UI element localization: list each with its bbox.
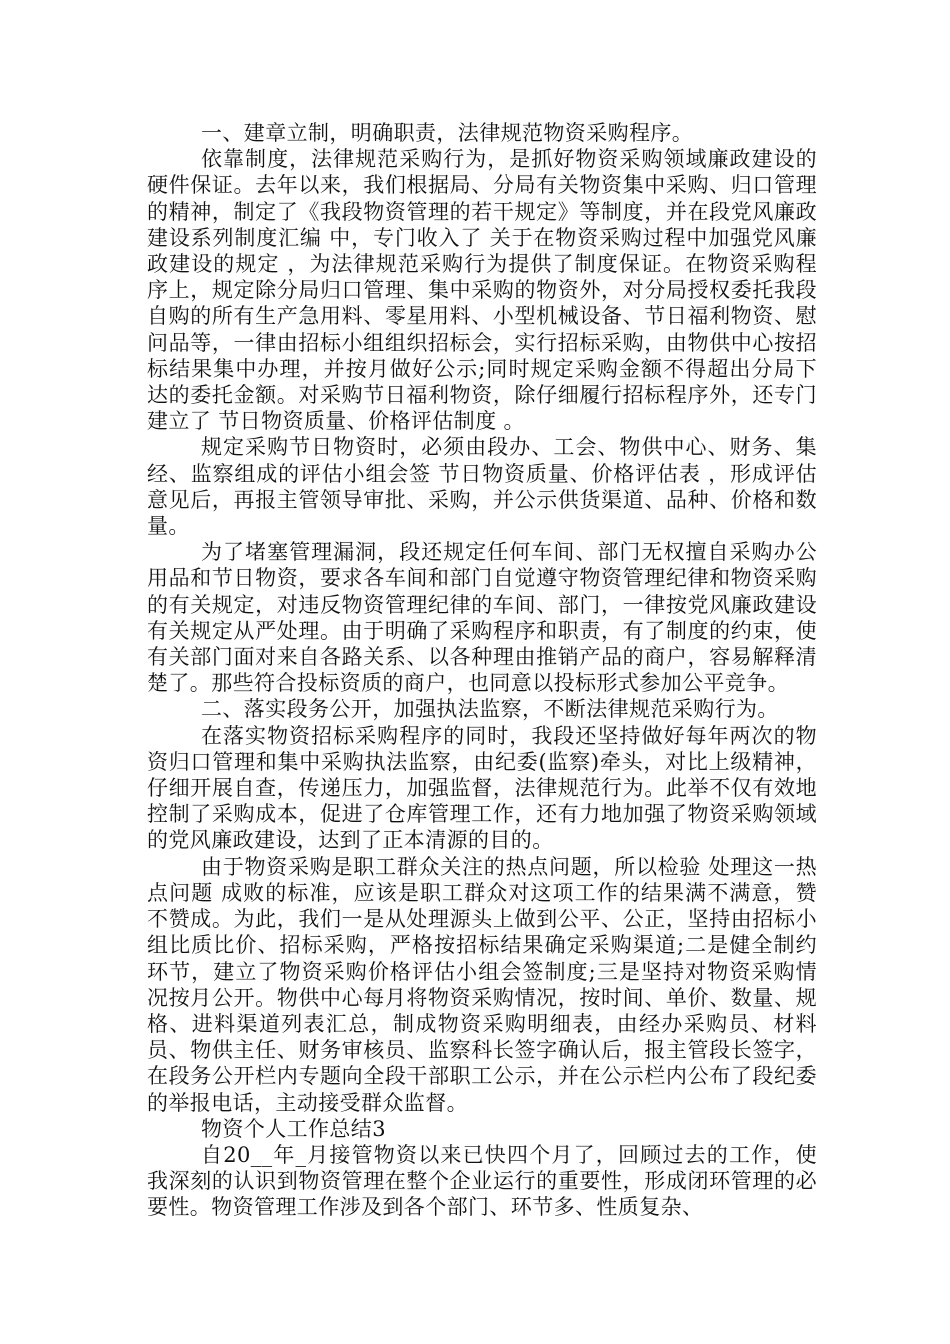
- paragraph: 为了堵塞管理漏洞，段还规定任何车间、部门无权擅自采购办公用品和节日物资，要求各车间和部门自觉遵守物资管理纪律和物资采购的有关规定，对违反物资管理纪律的车间、部门，一律按党风廉政建设有关规定从严处理。由于明确了采购程序和职责，有了制度的约束，使有关部门面对来自各路关系、以各种理由推销产品的商户，容易解释清楚了。那些符合投标资质的商户，也同意以投标形式参加公平竞争。: [147, 540, 817, 696]
- section-heading-1: 一、建章立制，明确职责，法律规范物资采购程序。: [201, 121, 694, 145]
- paragraph: 依靠制度，法律规范采购行为，是抓好物资采购领域廉政建设的硬件保证。去年以来，我们根据局、分局有关物资集中采购、归口管理的精神，制定了《我段物资管理的若干规定》等制度，并在段党风廉政建设系列制度汇编 中，专门收入了 关于在物资采购过程中加强党风廉政建设的规定 ，为法律规范采购行为提供了制度保证。在物资采购程序上，规定除分局归口管理、集中采购的物资外，对分局授权委托我段自购的所有生产急用料、零星用料、小型机械设备、节日福利物资、慰问品等，一律由招标小组组织招标会，实行招标采购，由物供中心按招标结果集中办理，并按月做好公示;同时规定采购金额不得超出分局下达的委托金额。对采购节日福利物资，除仔细履行招标程序外，还专门建立了 节日物资质量、价格评估制度 。: [147, 147, 817, 434]
- section-title: 物资个人工作总结3: [201, 1116, 386, 1141]
- paragraph: 规定采购节日物资时，必须由段办、工会、物供中心、财务、集经、监察组成的评估小组会签 节日物资质量、价格评估表 ，形成评估意见后，再报主管领导审批、采购，并公示供货渠道、品种、价格和数量。: [147, 435, 817, 539]
- paragraph: 自20__年_月接管物资以来已快四个月了，回顾过去的工作，使我深刻的认识到物资管理在整个企业运行的重要性，形成闭环管理的必要性。物资管理工作涉及到各个部门、环节多、性质复杂、: [147, 1142, 817, 1220]
- paragraph: 由于物资采购是职工群众关注的热点问题，所以检验 处理这一热点问题 成败的标准，应该是职工群众对这项工作的结果满不满意，赞不赞成。为此，我们一是从处理源头上做到公平、公正，坚持由招标小组比质比价、招标采购，严格按招标结果确定采购渠道;二是健全制约环节，建立了物资采购价格评估小组会签制度;三是坚持对物资采购情况按月公开。物供中心每月将物资采购情况，按时间、单价、数量、规格、进料渠道列表汇总，制成物资采购明细表，由经办采购员、材料员、物供主任、财务审核员、监察科长签字确认后，报主管段长签字，在段务公开栏内专题向全段干部职工公示，并在公示栏内公布了段纪委的举报电话，主动接受群众监督。: [147, 854, 817, 1115]
- section-heading-2: 二、落实段务公开，加强执法监察，不断法律规范采购行为。: [201, 697, 779, 722]
- document-body: [147, 120, 817, 1221]
- paragraph: 在落实物资招标采购程序的同时，我段还坚持做好每年两次的物资归口管理和集中采购执法监察，由纪委(监察)牵头，对比上级精神，仔细开展自查，传递压力，加强监督，法律规范行为。此举不仅有效地控制了采购成本，促进了仓库管理工作，还有力地加强了物资采购领域的党风廉政建设，达到了正本清源的目的。: [147, 723, 817, 853]
